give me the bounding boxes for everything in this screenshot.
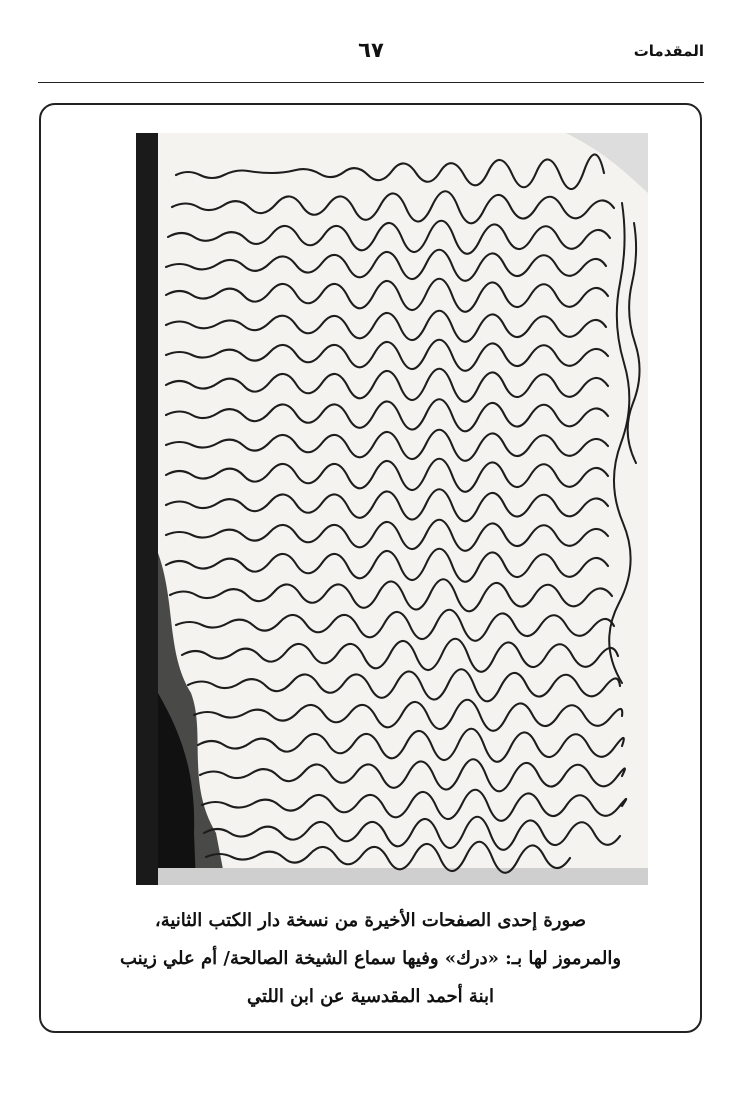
figure-caption — [61, 902, 680, 1016]
figure-frame — [39, 103, 702, 1033]
page-header — [38, 36, 704, 84]
caption-line: والمرموز لها بـ: «درك» وفيها سماع الشيخة الصالحة/ أم علي زينب — [119, 948, 622, 969]
caption-line: ابنة أحمد المقدسية عن ابن اللتي — [246, 986, 495, 1007]
caption-line: صورة إحدى الصفحات الأخيرة من نسخة دار الكتب الثانية، — [154, 910, 587, 931]
manuscript-image — [136, 133, 648, 885]
header-divider — [38, 82, 704, 83]
page-number: ٦٧ — [358, 38, 384, 62]
running-title: المقدمات — [633, 42, 704, 60]
